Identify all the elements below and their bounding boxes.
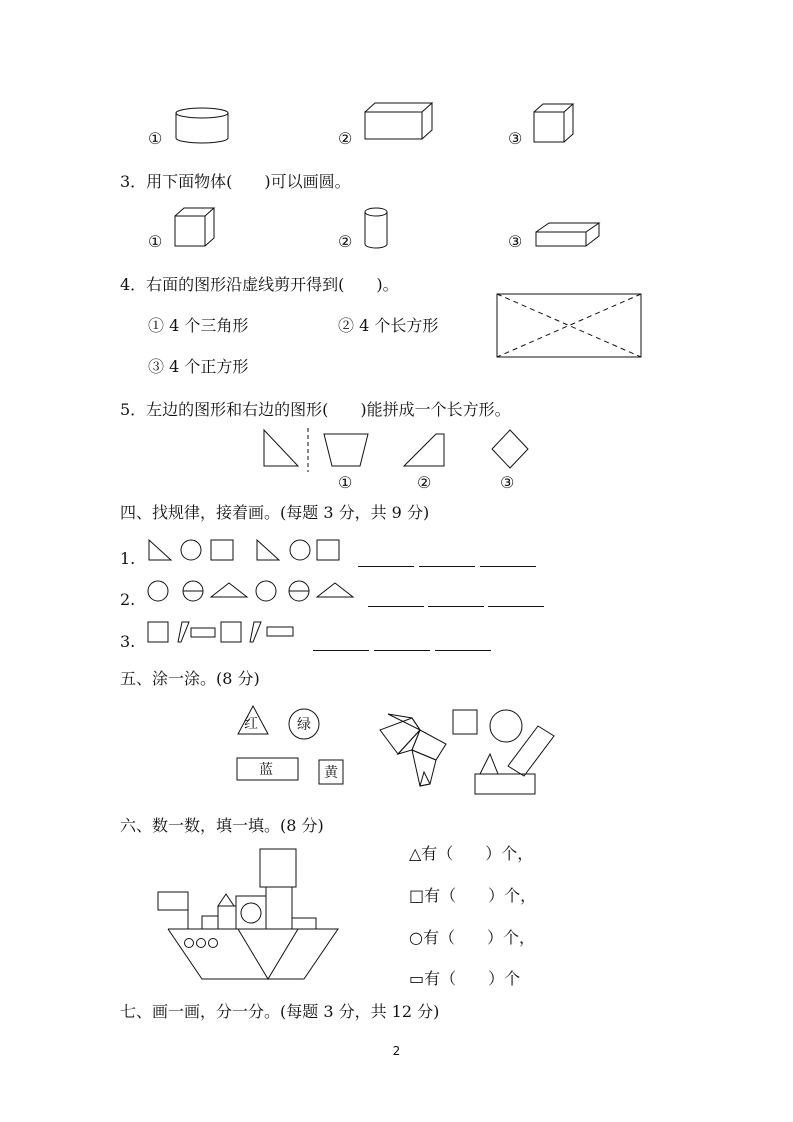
answer-blank[interactable] xyxy=(435,650,491,651)
q2-option-2-label: ② xyxy=(338,129,353,148)
q3-option-2-label: ② xyxy=(338,232,353,251)
page-number: 2 xyxy=(392,1044,401,1058)
q2-option-1-label: ① xyxy=(148,129,163,148)
question-5: 5．左边的图形和右边的图形( )能拼成一个长方形。 xyxy=(120,400,511,419)
circle-icon xyxy=(490,710,522,742)
cylinder-icon xyxy=(364,207,390,249)
rectangle-count-line: ▭有（ ）个 xyxy=(409,969,521,988)
q3-option-3-label: ③ xyxy=(508,232,523,251)
q5-option-2-label: ② xyxy=(417,473,432,492)
q2-option-3-label: ③ xyxy=(508,129,523,148)
right-trapezoid-icon xyxy=(404,434,444,466)
color-blue-label: 蓝 xyxy=(259,762,273,778)
cuboid-icon xyxy=(364,102,434,142)
right-triangle-icon xyxy=(264,430,298,466)
tangram-bird-figure[interactable] xyxy=(378,712,458,788)
pattern-2-number: 2. xyxy=(120,590,136,609)
q5-shapes xyxy=(262,426,532,474)
pattern-1-number: 1. xyxy=(120,549,136,568)
q4-option-1: ① 4 个三角形 xyxy=(148,316,249,335)
rectangle-icon xyxy=(508,726,554,776)
pattern-3-shapes xyxy=(147,620,297,646)
square-count-line: □有（ ）个， xyxy=(409,886,537,905)
circle-count-line: ○有（ ）个， xyxy=(409,928,535,947)
trapezoid-icon xyxy=(324,434,368,466)
rectangle-icon xyxy=(475,774,535,794)
ship-figure[interactable] xyxy=(156,848,342,984)
answer-blank[interactable] xyxy=(419,566,475,567)
answer-blank[interactable] xyxy=(374,650,430,651)
pattern-3-number: 3. xyxy=(120,632,136,651)
triangle-count-line: △有（ ）个， xyxy=(409,844,534,863)
answer-blank[interactable] xyxy=(488,606,544,607)
pattern-2-shapes xyxy=(147,579,357,605)
cube-icon xyxy=(533,103,575,145)
color-green-label: 绿 xyxy=(297,717,311,733)
q5-option-1-label: ① xyxy=(338,473,353,492)
color-red-label: 红 xyxy=(244,716,258,732)
q5-option-3-label: ③ xyxy=(500,473,515,492)
color-yellow-label: 黄 xyxy=(324,765,338,781)
section-7-title: 七、画一画，分一分。(每题 3 分，共 12 分) xyxy=(120,1002,440,1021)
cube-icon xyxy=(174,207,216,249)
rectangle-with-dashed-diagonals xyxy=(496,293,644,359)
answer-blank[interactable] xyxy=(313,650,369,651)
question-3: 3．用下面物体( )可以画圆。 xyxy=(120,172,351,191)
cylinder-icon xyxy=(175,106,231,146)
section-5-title: 五、涂一涂。(8 分) xyxy=(120,669,260,688)
answer-blank[interactable] xyxy=(358,566,414,567)
triangle-icon xyxy=(480,754,498,774)
question-4: 4．右面的图形沿虚线剪开得到( )。 xyxy=(120,275,399,294)
q4-option-3: ③ 4 个正方形 xyxy=(148,357,249,376)
pattern-1-shapes xyxy=(147,538,347,564)
answer-blank[interactable] xyxy=(480,566,536,567)
section-4-title: 四、找规律，接着画。(每题 3 分，共 9 分) xyxy=(120,503,430,522)
q3-option-1-label: ① xyxy=(148,232,163,251)
diamond-square-icon xyxy=(492,430,528,468)
section-6-title: 六、数一数，填一填。(8 分) xyxy=(120,816,324,835)
q4-option-2: ② 4 个长方形 xyxy=(338,316,439,335)
flat-cuboid-icon xyxy=(535,222,601,248)
answer-blank[interactable] xyxy=(368,606,424,607)
answer-blank[interactable] xyxy=(428,606,484,607)
square-icon xyxy=(453,710,477,734)
shapes-figure[interactable] xyxy=(450,708,560,798)
